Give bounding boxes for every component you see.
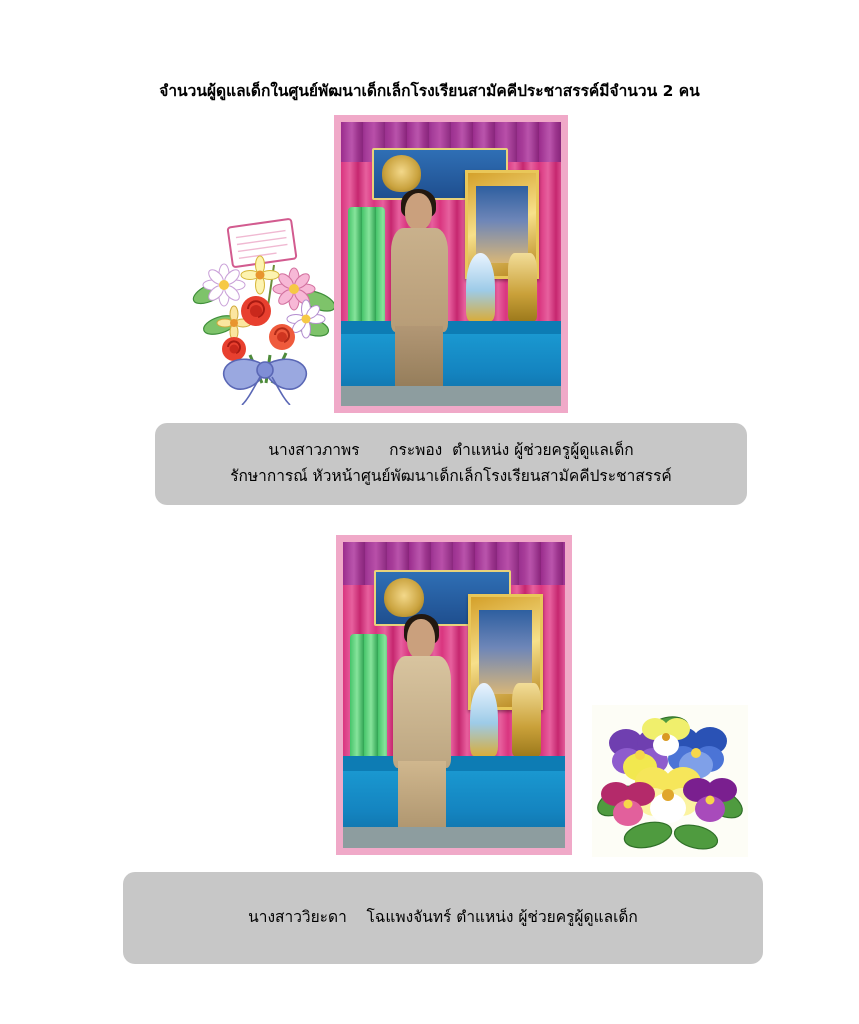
teacher-head [407, 619, 435, 659]
floor [343, 827, 565, 848]
photo-teacher-2 [336, 535, 572, 855]
offering-vase [470, 683, 499, 756]
floor [341, 386, 561, 406]
photo-teacher-1 [334, 115, 568, 413]
photo-scene-2 [343, 542, 565, 848]
pansy-clipart [592, 705, 748, 857]
page-title: จำนวนผู้ดูแลเด็กในศูนย์พัฒนาเด็กเล็กโรงเรียนสามัคคีประชาสรรค์มีจำนวน 2 คน [159, 82, 700, 100]
caption-line: รักษาการณ์ หัวหน้าศูนย์พัฒนาเด็กเล็กโรงเรียนสามัคคีประชาสรรค์ [230, 467, 672, 485]
caption-line: นางสาวภาพร กระพอง ตำแหน่ง ผู้ช่วยครูผู้ดูแลเด็ก [268, 441, 634, 460]
offering-tray [508, 253, 537, 321]
teacher-uniform [391, 228, 448, 332]
teacher-uniform [393, 656, 451, 768]
caption-teacher-2 [123, 872, 763, 964]
teacher-head [405, 193, 432, 230]
photo-scene-1 [341, 122, 561, 406]
offering-vase [466, 253, 495, 321]
bouquet-clipart [190, 215, 340, 405]
caption-teacher-1 [155, 423, 747, 505]
teacher-figure [389, 193, 448, 400]
offering-tray [512, 683, 541, 756]
teacher-figure [392, 619, 452, 842]
caption-line: นางสาววิยะดา โฉแพงจันทร์ ตำแหน่ง ผู้ช่วยครูผู้ดูแลเด็ก [248, 908, 638, 927]
